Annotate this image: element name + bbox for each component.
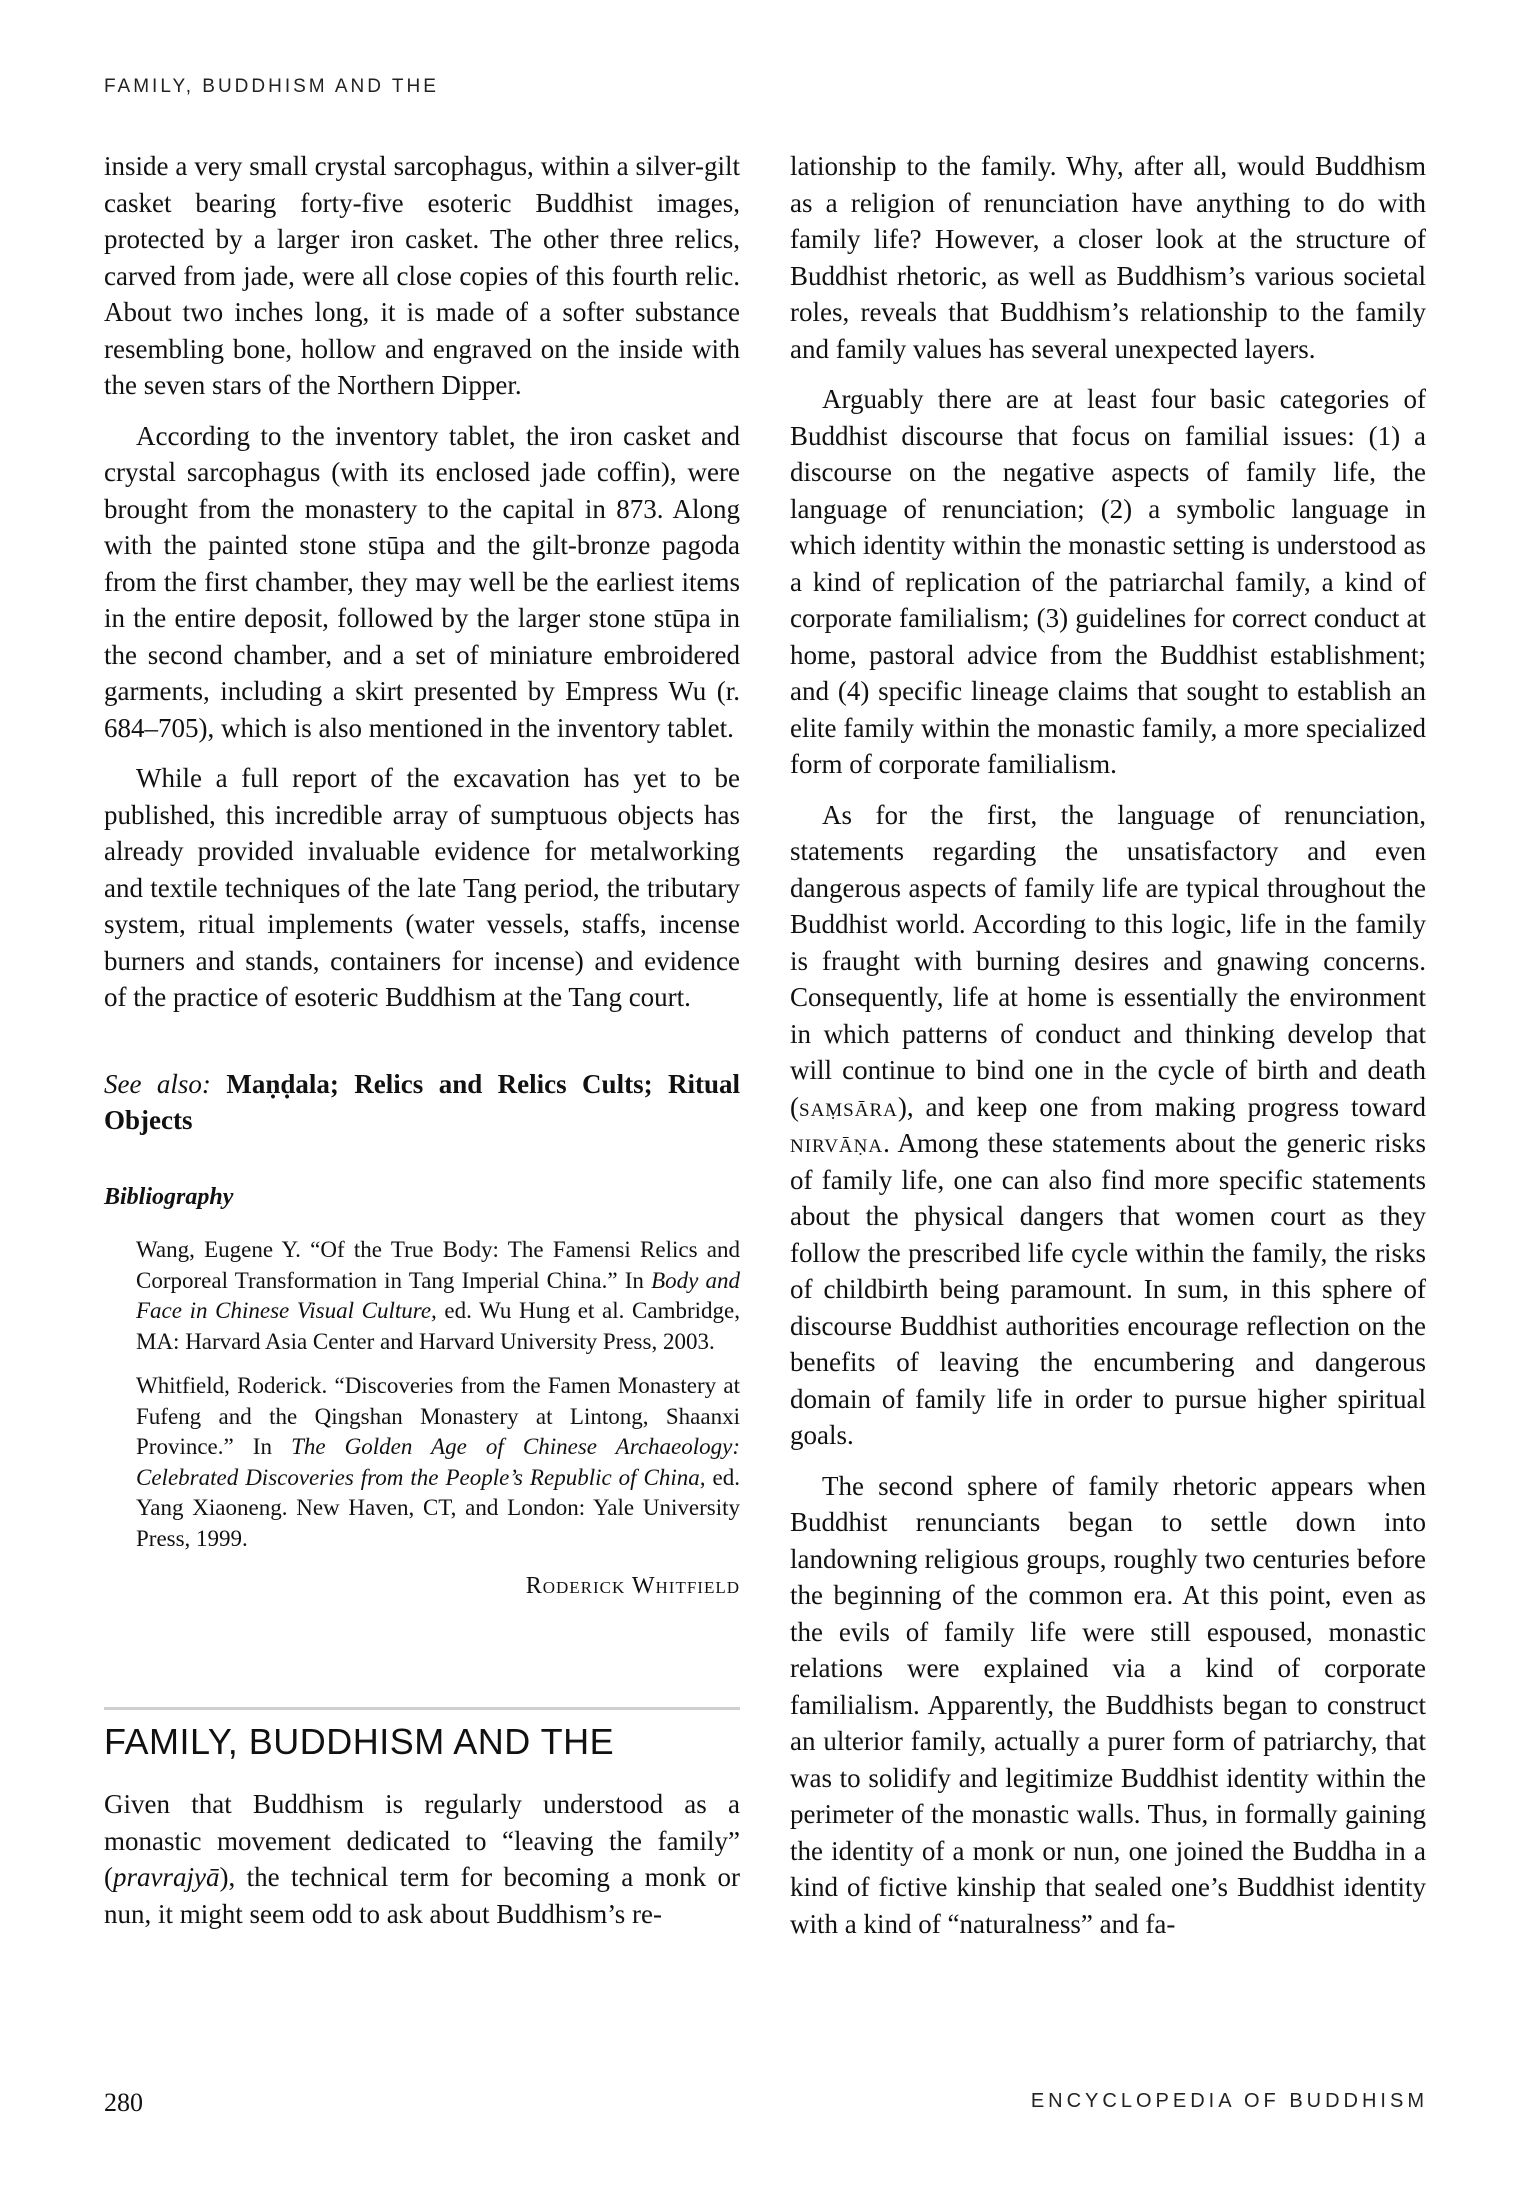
see-also-links[interactable]: Maṇḍala; Relics and Relics Cults; Ritual Objects xyxy=(104,1068,741,1135)
bib-text: Wang, Eugene Y. “Of the True Body: The Famensi Relics and Corporeal Transformation in Tang Imperial China.” In xyxy=(136,1237,740,1293)
cross-reference-link[interactable]: nirvāṇa xyxy=(790,1128,884,1158)
bib-text: ed. Wu Hung et al. Cambridge, MA: Harvard Asia Center and Harvard University Press, 2003. xyxy=(136,1298,740,1354)
paragraph-text: As for the first, the language of renunciation, statements regarding the unsatisfactory and even dangerous aspects of family life are typical throughout the Buddhist world. According to this logic, life in the family is fraught with burning desires and gnawing concerns. Consequently, life at home is essentially the environment in which patterns of conduct and thinking develop that will continue to bind one in the cycle of birth and death ( xyxy=(790,799,1426,1122)
bib-text: ed. Yang Xiaoneng. New Haven, CT, and London: Yale University Press, 1999. xyxy=(136,1464,740,1551)
paragraph: Arguably there are at least four basic categories of Buddhist discourse that focus on familial issues: (1) a discourse on the negative aspects of family life, the language of renunciation; (2) a symbolic language in which identity within the monastic setting is understood as a kind of replication of the patriarchal family, a kind of corporate familialism; (3) guidelines for correct conduct at home, pastoral advice from the Buddhist establishment; and (4) specific lineage claims that sought to establish an elite family within the monastic family, a more specialized form of corporate familialism. xyxy=(790,384,1426,779)
running-head: FAMILY, BUDDHISM AND THE xyxy=(104,76,439,97)
bibliography-entry xyxy=(104,1235,740,1357)
see-also xyxy=(104,1066,740,1139)
right-column xyxy=(790,148,1426,1956)
term: pravrajyā xyxy=(113,1862,220,1892)
paragraph xyxy=(790,797,1426,1454)
publication-title: ENCYCLOPEDIA OF BUDDHISM xyxy=(1030,2090,1428,2112)
entry-title: FAMILY, BUDDHISM AND THE xyxy=(104,1720,615,1762)
bib-text: Whitfield, Roderick. “Discoveries from the Famen Monastery at Fufeng and the Qingshan Monastery at Lintong, Shaanxi Province.” In xyxy=(136,1373,740,1459)
bib-title: The Golden Age of Chinese Archaeology: Celebrated Discoveries from the People’s Republic of China, xyxy=(136,1434,740,1490)
bibliography-heading: Bibliography xyxy=(104,1183,234,1210)
paragraph: The second sphere of family rhetoric appears when Buddhist renunciants began to settle down into landowning religious groups, roughly two centuries before the beginning of the common era. At this point, even as the evils of family life were still espoused, monastic relations were explained via a kind of corporate familialism. Apparently, the Buddhists began to construct an ulterior family, actually a purer form of patriarchy, that was to solidify and legitimize Buddhist identity within the perimeter of the monastic walls. Thus, in formally gaining the identity of a monk or nun, one joined the Buddha in a kind of fictive kinship that sealed one’s Buddhist identity with a kind of “naturalness” and fa- xyxy=(790,1470,1426,1939)
cross-reference-link[interactable]: saṃsāra xyxy=(799,1091,898,1122)
paragraph xyxy=(104,1786,740,1932)
paragraph: According to the inventory tablet, the iron casket and crystal sarcophagus (with its enclosed jade coffin), were brought from the monastery to the capital in 873. Along with the painted stone stūpa and the gilt-bronze pagoda from the first chamber, they may well be the earliest items in the entire deposit, followed by the larger stone stūpa in the second chamber, and a set of miniature embroidered garments, including a skirt presented by Empress Wu (r. 684–705), which is also mentioned in the inventory tablet. xyxy=(104,420,740,743)
section-divider xyxy=(104,1707,740,1710)
article-author: Roderick Whitfield xyxy=(525,1573,740,1599)
paragraph-text: Given that Buddhism is regularly understood as a monastic movement dedicated to “leaving the family” ( xyxy=(104,1789,740,1892)
paragraph-text: ), the technical term for becoming a monk or nun, it might seem odd to ask about Buddhism’s re- xyxy=(104,1862,740,1929)
see-also-label: See also: xyxy=(104,1068,211,1099)
bib-title: Body and Face in Chinese Visual Culture, xyxy=(136,1267,740,1323)
paragraph-text: . Among these statements about the generic risks of family life, one can also find more specific statements about the physical dangers that women court as they follow the prescribed life cycle within the family, the risks of childbirth being paramount. In sum, in this sphere of discourse Buddhist authorities encourage reflection on the benefits of leaving the encumbering and dangerous domain of family life in order to pursue higher spiritual goals. xyxy=(790,1128,1426,1450)
paragraph-text: ), and keep one from making progress toward xyxy=(897,1091,1426,1122)
bibliography-entry xyxy=(104,1371,740,1554)
paragraph: While a full report of the excavation has yet to be published, this incredible array of sumptuous objects has already provided invaluable evidence for metalworking and textile techniques of the late Tang period, the tributary system, ritual implements (water vessels, staffs, incense burners and stands, containers for incense) and evidence of the practice of esoteric Buddhism at the Tang court. xyxy=(104,763,740,1012)
paragraph: lationship to the family. Why, after all, would Buddhism as a religion of renunciation have anything to do with family life? However, a closer look at the structure of Buddhist rhetoric, as well as Buddhism’s various societal roles, reveals that Buddhism’s relationship to the family and family values has several unexpected layers. xyxy=(790,151,1426,364)
left-column xyxy=(104,148,740,1946)
page-number: 280 xyxy=(104,2088,143,2117)
paragraph: inside a very small crystal sarcophagus, within a silver-gilt casket bearing forty-five esoteric Buddhist images, protected by a larger iron casket. The other three relics, carved from jade, were all close copies of this fourth relic. About two inches long, it is made of a softer substance resembling bone, hollow and engraved on the inside with the seven stars of the Northern Dipper. xyxy=(104,151,740,400)
